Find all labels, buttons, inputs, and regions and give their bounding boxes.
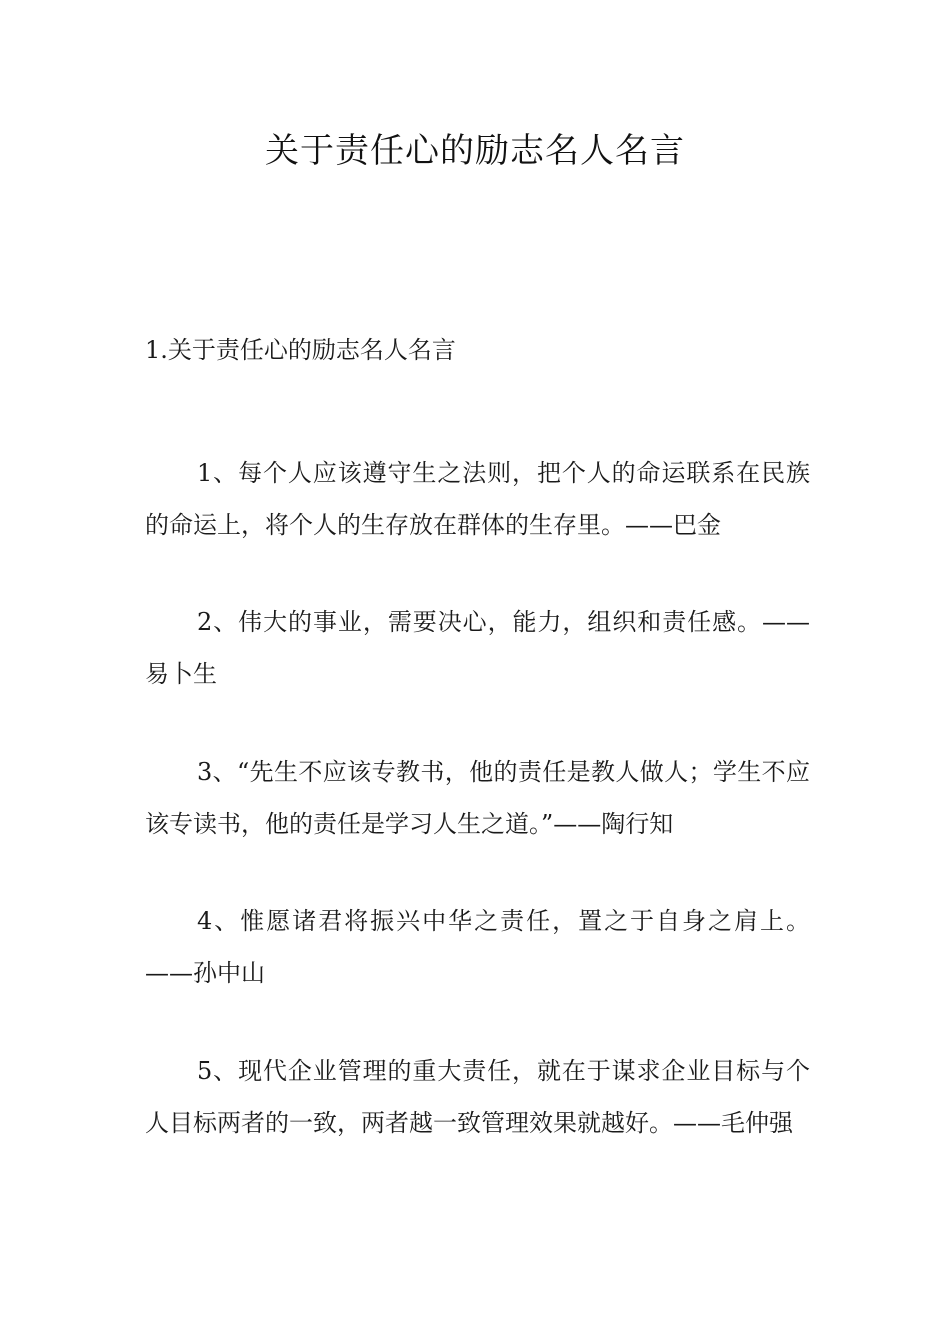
document-title: 关于责任心的励志名人名言 <box>265 131 685 171</box>
quote-paragraph: 3、“先生不应该专教书，他的责任是教人做人；学生不应该专读书，他的责任是学习人生之道。”——陶行知 <box>145 758 810 838</box>
quote-paragraph: 5、现代企业管理的重大责任，就在于谋求企业目标与个人目标两者的一致，两者越一致管理效果就越好。——毛仲强 <box>145 1057 810 1137</box>
quote-paragraph: 4、惟愿诸君将振兴中华之责任，置之于自身之肩上。——孙中山 <box>145 907 810 987</box>
section-heading: 1.关于责任心的励志名人名言 <box>145 336 456 364</box>
quote-paragraph: 2、伟大的事业，需要决心，能力，组织和责任感。——易卜生 <box>145 608 810 688</box>
quote-paragraph: 1、每个人应该遵守生之法则，把个人的命运联系在民族的命运上，将个人的生存放在群体的生存里。——巴金 <box>145 459 810 539</box>
